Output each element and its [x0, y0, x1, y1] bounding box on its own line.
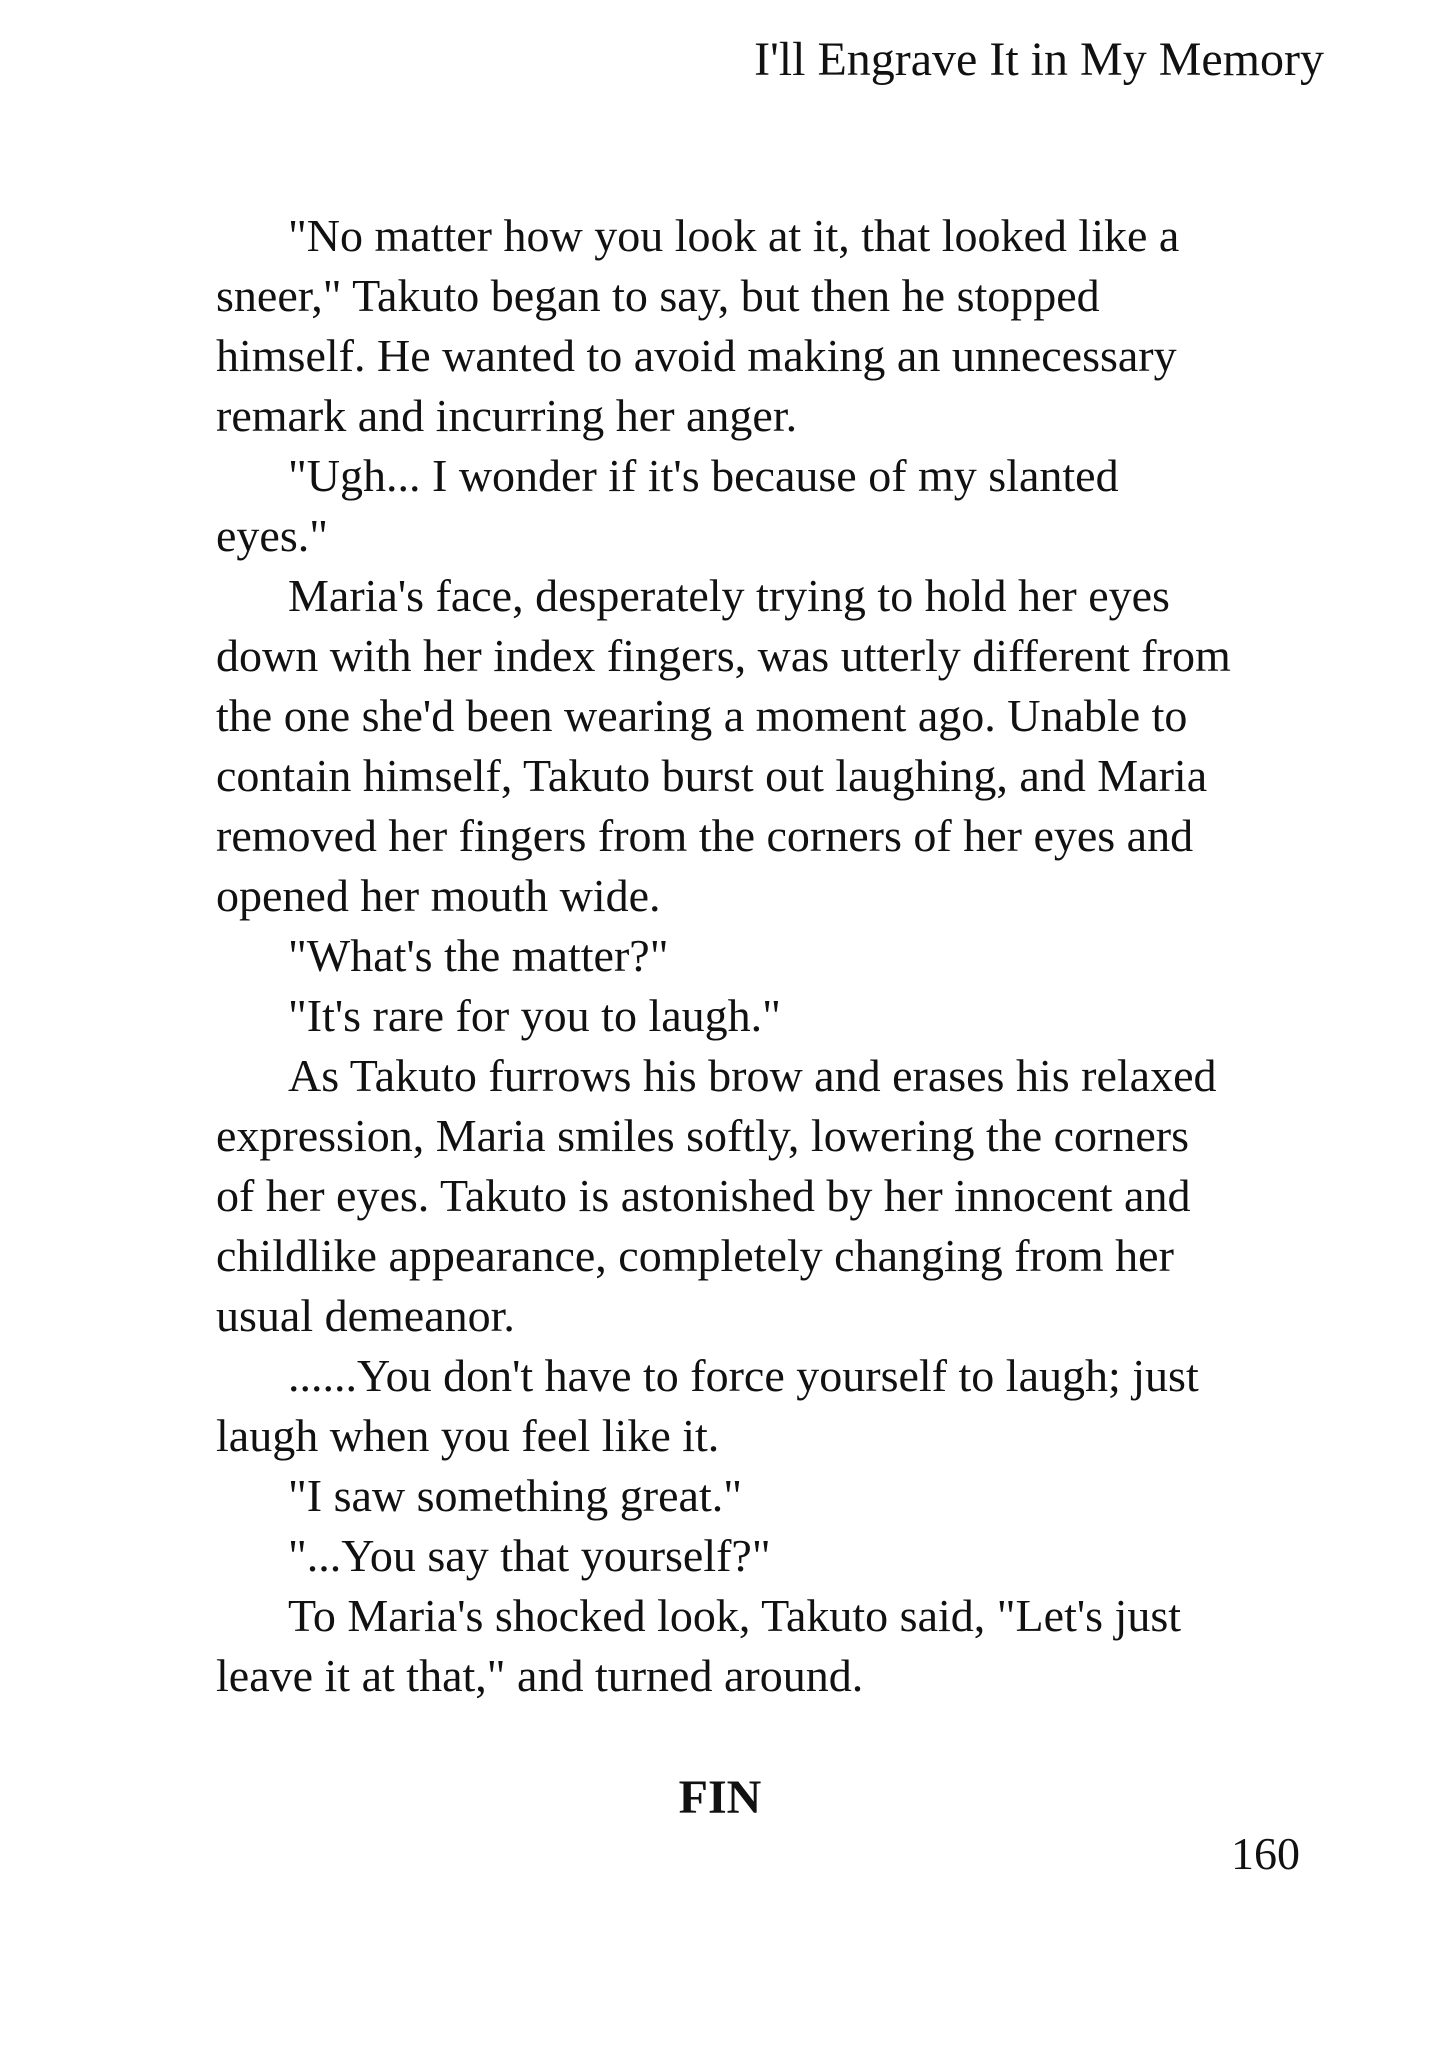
paragraph: Maria's face, desperately trying to hold her eyes down with her index fingers, was utterly different from the one she'd been wearing a moment ago. Unable to contain himself, Takuto burst out laughing, and Maria removed her fingers from the corners of her eyes and opened her mouth wide.: [216, 570, 1231, 921]
running-header-title: I'll Engrave It in My Memory: [754, 33, 1324, 86]
paragraph: "What's the matter?": [288, 930, 669, 981]
paragraph: "...You say that yourself?": [288, 1530, 771, 1581]
paragraph: "It's rare for you to laugh.": [288, 990, 781, 1041]
ending-marker: FIN: [678, 1771, 762, 1824]
paragraph: "No matter how you look at it, that looked like a sneer," Takuto began to say, but then he stopped himself. He wanted to avoid making an unnecessary remark and incurring her anger.: [216, 210, 1180, 441]
story-text: [216, 206, 1236, 1706]
paragraph: As Takuto furrows his brow and erases his relaxed expression, Maria smiles softly, lowering the corners of her eyes. Takuto is astonished by her innocent and childlike appearance, completely changing from her usual demeanor.: [216, 1050, 1217, 1341]
page-number: 160: [1231, 1828, 1300, 1879]
paragraph: "I saw something great.": [288, 1470, 743, 1521]
paragraph: ......You don't have to force yourself to laugh; just laugh when you feel like it.: [216, 1350, 1199, 1461]
paragraph: To Maria's shocked look, Takuto said, "Let's just leave it at that," and turned around.: [216, 1590, 1182, 1701]
paragraph: "Ugh... I wonder if it's because of my slanted eyes.": [216, 450, 1119, 561]
